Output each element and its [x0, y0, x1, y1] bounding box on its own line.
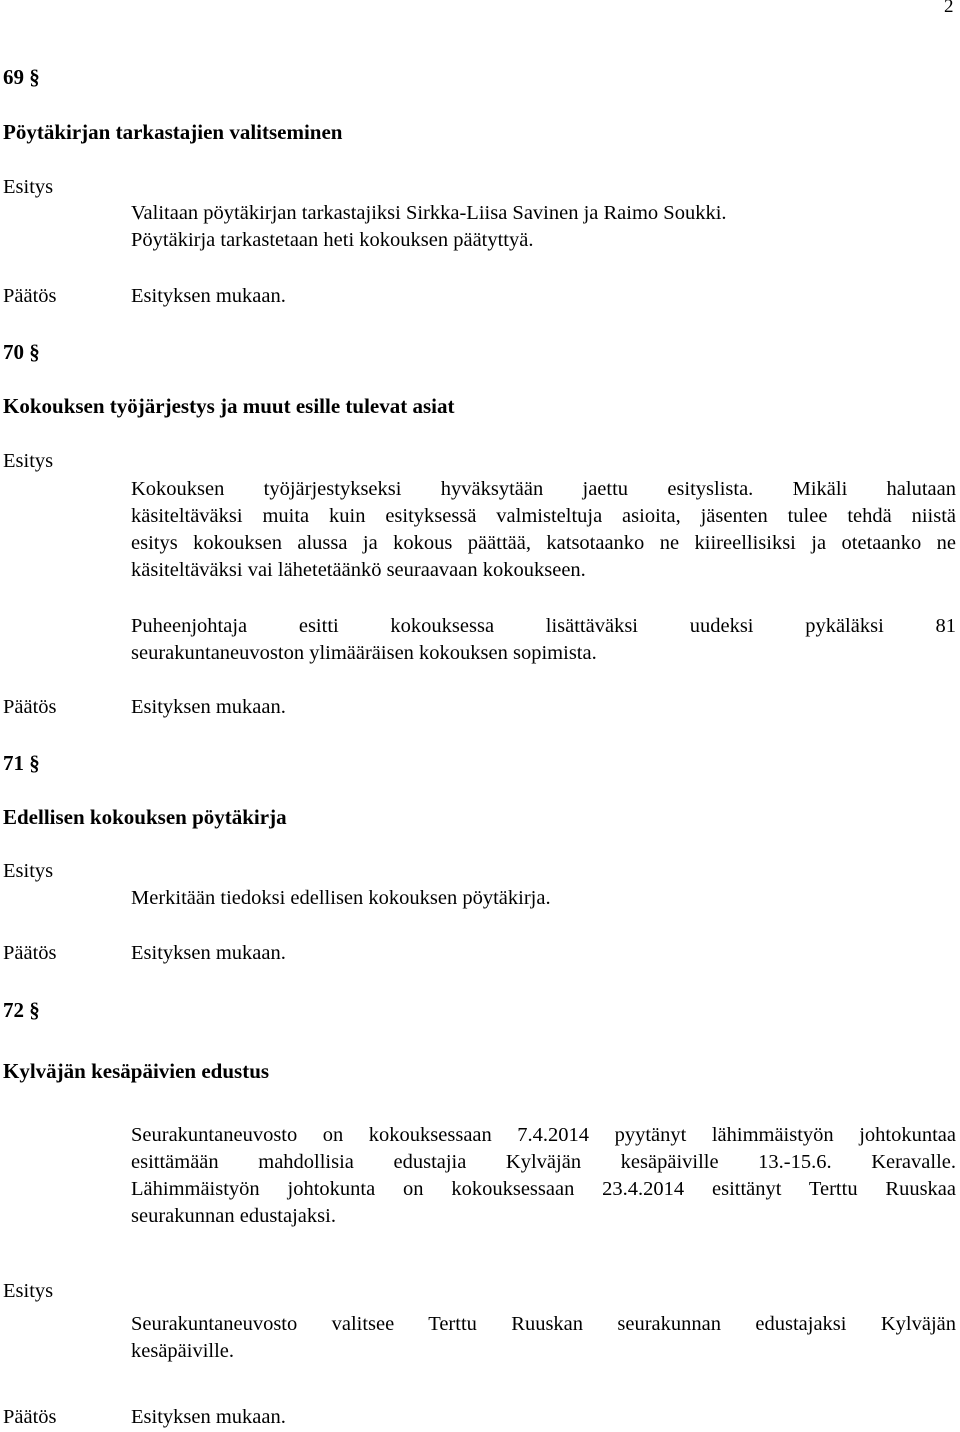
paatos-label-72: Päätös: [3, 1406, 57, 1428]
esitys-line-70-3: esitys kokouksen alussa ja kokous päättää, katsotaanko ne kiireellisiksi ja otetaanko ne: [131, 532, 956, 554]
paatos-label-69: Päätös: [3, 285, 57, 307]
esitys-paragraph-70: [131, 476, 956, 584]
esitys-line-72-2: kesäpäiville.: [131, 1340, 235, 1362]
intro-line-72-2: esittämään mahdollisia edustajia Kylväjän kesäpäiville 13.-15.6. Keravalle.: [131, 1151, 956, 1173]
intro-line-72-4: seurakunnan edustajaksi.: [131, 1205, 336, 1227]
section-number-72: 72 §: [3, 998, 40, 1022]
esitys-paragraph-72: [131, 1311, 956, 1365]
intro-paragraph-72: [131, 1122, 956, 1230]
page-number: 2: [944, 0, 954, 17]
esitys-label-71: Esitys: [3, 860, 54, 882]
esitys-label-72: Esitys: [3, 1280, 54, 1302]
paatos-text-71: Esityksen mukaan.: [131, 942, 286, 964]
esitys-line-69-2: Pöytäkirja tarkastetaan heti kokouksen päätyttyä.: [131, 229, 534, 251]
esitys-paragraph-70-2: [131, 613, 956, 667]
intro-line-72-1: Seurakuntaneuvosto on kokouksessaan 7.4.2014 pyytänyt lähimmäistyön johtokuntaa: [131, 1124, 956, 1146]
section-number-71: 71 §: [3, 751, 40, 775]
paatos-label-70: Päätös: [3, 696, 57, 718]
intro-line-72-3: Lähimmäistyön johtokunta on kokouksessaan 23.4.2014 esittänyt Terttu Ruuskaa: [131, 1178, 956, 1200]
paatos-text-72: Esityksen mukaan.: [131, 1406, 286, 1428]
section-number-69: 69 §: [3, 65, 40, 89]
section-number-70: 70 §: [3, 340, 40, 364]
section-title-71: Edellisen kokouksen pöytäkirja: [3, 805, 287, 829]
section-title-72: Kylväjän kesäpäivien edustus: [3, 1059, 270, 1083]
section-title-69: Pöytäkirjan tarkastajien valitseminen: [3, 120, 343, 144]
esitys-line-70-4: käsiteltäväksi vai lähetetäänkö seuraavaan kokoukseen.: [131, 559, 586, 581]
esitys-label-69: Esitys: [3, 176, 54, 198]
esitys-line-69-1: Valitaan pöytäkirjan tarkastajiksi Sirkka-Liisa Savinen ja Raimo Soukki.: [131, 202, 727, 224]
esitys-line-71-1: Merkitään tiedoksi edellisen kokouksen pöytäkirja.: [131, 887, 551, 909]
section-title-70: Kokouksen työjärjestys ja muut esille tulevat asiat: [3, 394, 455, 418]
paatos-label-71: Päätös: [3, 942, 57, 964]
esitys-label-70: Esitys: [3, 450, 54, 472]
esitys-line-70-6: seurakuntaneuvoston ylimääräisen kokouksen sopimista.: [131, 642, 597, 664]
paatos-text-70: Esityksen mukaan.: [131, 696, 286, 718]
esitys-line-70-2: käsiteltäväksi muita kuin esityksessä valmisteltuja asioita, jäsenten tulee tehdä niistä: [131, 505, 956, 527]
paatos-text-69: Esityksen mukaan.: [131, 285, 286, 307]
esitys-line-70-5: Puheenjohtaja esitti kokouksessa lisättäväksi uudeksi pykäläksi 81: [131, 615, 956, 637]
esitys-line-70-1: Kokouksen työjärjestykseksi hyväksytään jaettu esityslista. Mikäli halutaan: [131, 478, 956, 500]
esitys-line-72-1: Seurakuntaneuvosto valitsee Terttu Ruuskan seurakunnan edustajaksi Kylväjän: [131, 1313, 956, 1335]
